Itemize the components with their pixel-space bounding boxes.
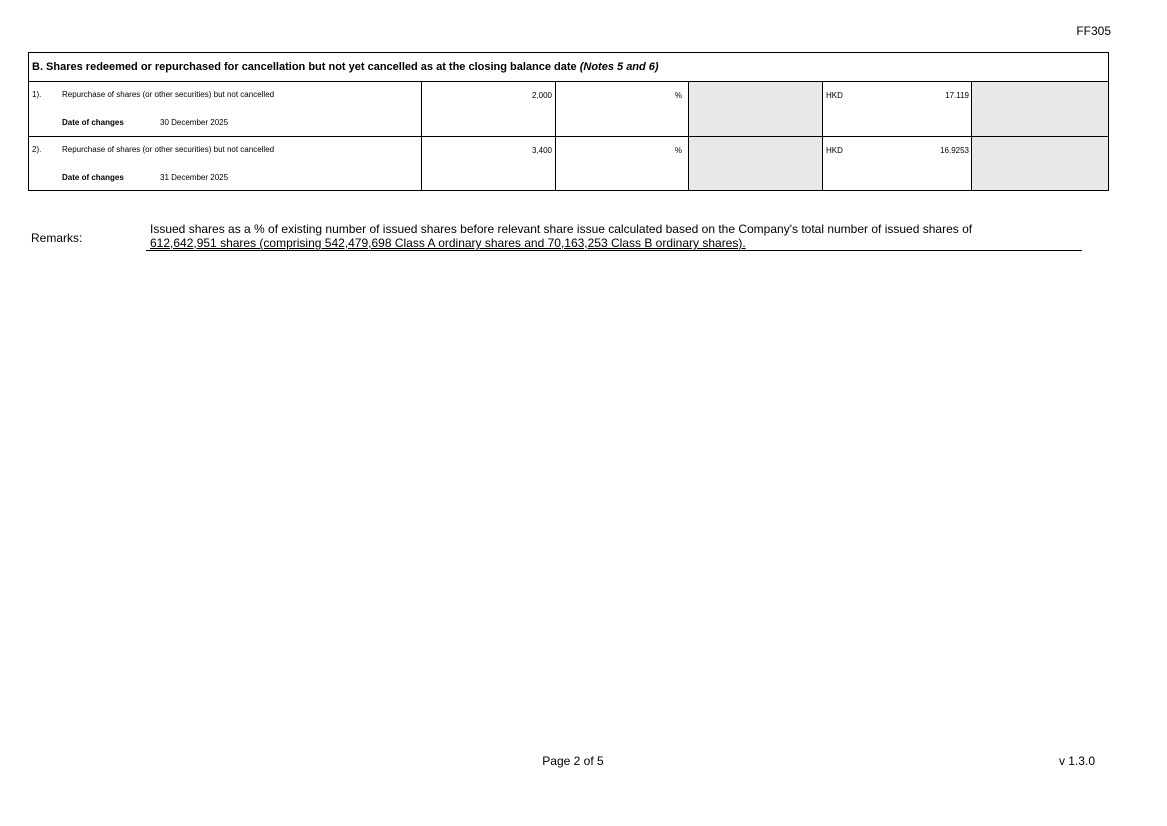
table-row: [29, 136, 1108, 190]
price-value: 16.9253: [940, 146, 969, 155]
price-cell: [823, 82, 972, 136]
date-of-changes-label: Date of changes: [62, 173, 124, 182]
date-of-changes-value: 30 December 2025: [160, 118, 229, 127]
section-notes: (Notes 5 and 6): [579, 61, 659, 73]
percent-symbol: %: [674, 91, 682, 100]
shaded-cell: [689, 82, 823, 136]
shaded-cell: [689, 137, 823, 190]
page-number: Page 2 of 5: [542, 754, 604, 768]
repurchase-table: [28, 52, 1109, 191]
remarks-text: [146, 222, 1082, 251]
price-cell: [823, 137, 972, 190]
table-row: [29, 82, 1108, 136]
price-value: 17.119: [945, 91, 969, 100]
share-quantity: 3,400: [531, 146, 552, 155]
shaded-cell: [972, 82, 1108, 136]
shaded-cell: [972, 137, 1108, 190]
row-description: Repurchase of shares (or other securities) but not cancelled: [62, 90, 275, 99]
form-version: v 1.3.0: [1058, 754, 1095, 768]
remarks-line-1: Issued shares as a % of existing number of issued shares before relevant share issue calculated based on the Company's total number of issued shares of: [150, 222, 973, 236]
remarks-label: Remarks:: [31, 231, 83, 245]
currency-code: HKD: [826, 146, 843, 155]
date-of-changes-label: Date of changes: [62, 118, 124, 127]
remarks-line-2: 612,642,951 shares (comprising 542,479,698 Class A ordinary shares and 70,163,253 Class B ordinary shares).: [150, 236, 746, 250]
row-index: 2).: [32, 145, 42, 154]
share-quantity: 2,000: [531, 91, 552, 100]
form-code: FF305: [1076, 24, 1111, 38]
row-index: 1).: [32, 90, 42, 99]
description-cell: [29, 137, 422, 190]
row-description: Repurchase of shares (or other securities) but not cancelled: [62, 145, 275, 154]
quantity-cell: [422, 82, 556, 136]
currency-code: HKD: [826, 91, 843, 100]
quantity-cell: [422, 137, 556, 190]
percent-cell: [556, 137, 689, 190]
percent-symbol: %: [674, 146, 682, 155]
section-heading: [29, 53, 1108, 82]
section-title: B. Shares redeemed or repurchased for cancellation but not yet cancelled as at the closing balance date: [32, 61, 577, 73]
description-cell: [29, 82, 422, 136]
date-of-changes-value: 31 December 2025: [160, 173, 229, 182]
percent-cell: [556, 82, 689, 136]
